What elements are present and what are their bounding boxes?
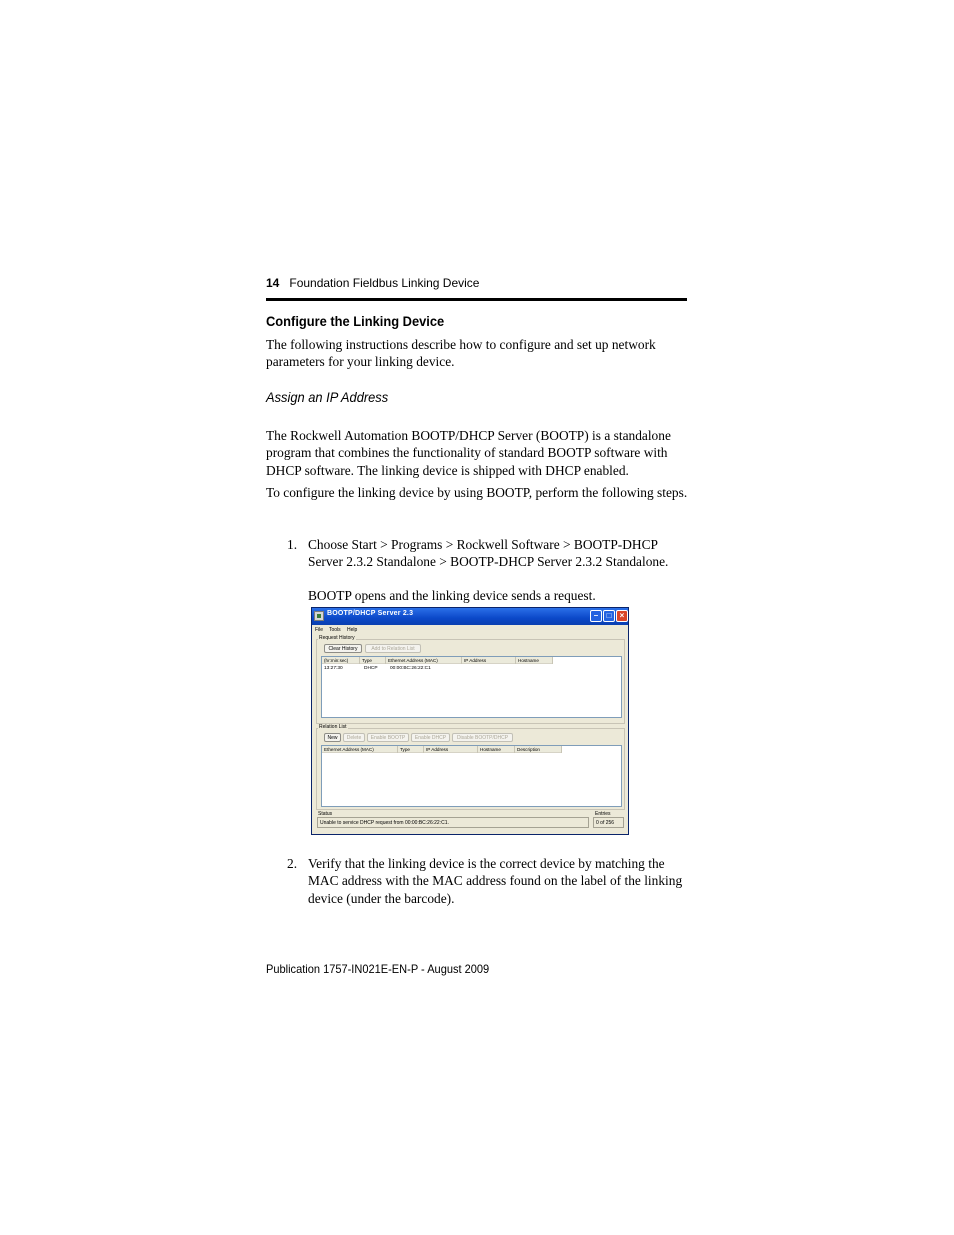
running-header (266, 276, 687, 294)
request-history-list[interactable] (321, 656, 622, 718)
entries-box (593, 817, 624, 828)
row-mac: 00:00:BC:26:22:C1 (390, 666, 431, 671)
step-1-note: BOOTP opens and the linking device sends a request. (308, 588, 596, 603)
request-history-label: Request History (319, 635, 355, 641)
step-number: 2. (287, 856, 298, 871)
entries-label: Entries (595, 811, 611, 817)
running-title: Foundation Fieldbus Linking Device (289, 276, 480, 290)
column-header[interactable]: Ethernet Address (MAC) (386, 657, 462, 664)
step-text: Verify that the linking device is the correct device by matching the MAC address with the MAC address found on the label of the linking device (under the barcode). (308, 856, 683, 906)
column-header[interactable]: Hostname (516, 657, 553, 664)
row-time: 13:27:30 (324, 666, 343, 671)
disable-bootp-dhcp-button[interactable]: Disable BOOTP/DHCP (452, 733, 513, 742)
minimize-icon[interactable]: – (590, 610, 602, 622)
status-text: Unable to service DHCP request from 00:00:BC:26:22:C1. (320, 820, 449, 826)
enable-bootp-button[interactable]: Enable BOOTP (367, 733, 409, 742)
relation-list[interactable] (321, 745, 622, 807)
bootp-window-screenshot (311, 607, 629, 835)
status-label: Status (318, 811, 333, 817)
column-header[interactable]: (hr:min:sec) (322, 657, 360, 664)
paragraph-configure-intro: To configure the linking device by using BOOTP, perform the following steps. (266, 485, 688, 500)
menu-file[interactable]: File (315, 627, 324, 633)
menu-tools[interactable]: Tools (329, 627, 341, 633)
clear-history-button[interactable]: Clear History (324, 644, 362, 653)
status-box (317, 817, 589, 828)
paragraph-bootp-description: The Rockwell Automation BOOTP/DHCP Server (BOOTP) is a standalone program that combines the functionality of standard BOOTP software with DHCP software. The linking device is shipped with DHCP enabled. (266, 428, 671, 478)
step-text: Choose Start > Programs > Rockwell Software > BOOTP-DHCP Server 2.3.2 Standalone > BOOTP-DHCP Server 2.3.2 Standalone. (308, 537, 669, 570)
column-header[interactable]: Type (360, 657, 386, 664)
request-history-header (322, 657, 553, 664)
column-header[interactable]: IP Address (462, 657, 516, 664)
section-intro: The following instructions describe how to configure and set up network parameters for your linking device. (266, 337, 656, 370)
add-to-relation-list-button[interactable]: Add to Relation List (365, 644, 421, 653)
delete-button[interactable]: Delete (343, 733, 365, 742)
entries-value: 0 of 256 (596, 820, 615, 826)
maximize-icon[interactable]: □ (603, 610, 615, 622)
menu-bar (312, 625, 628, 634)
header-rule (266, 298, 687, 301)
row-type: DHCP (364, 666, 378, 671)
subsection-title: Assign an IP Address (266, 389, 389, 405)
relation-list-label: Relation List (319, 724, 347, 730)
column-header[interactable]: Type (398, 746, 424, 753)
relation-list-header (322, 746, 562, 753)
column-header[interactable]: Ethernet Address (MAC) (322, 746, 398, 753)
column-header[interactable]: Description (515, 746, 562, 753)
column-header[interactable]: Hostname (478, 746, 515, 753)
new-button[interactable]: New (324, 733, 341, 742)
step-number: 1. (287, 537, 298, 552)
enable-dhcp-button[interactable]: Enable DHCP (411, 733, 450, 742)
publication-footer: Publication 1757-IN021E-EN-P - August 2009 (266, 962, 490, 976)
section-title: Configure the Linking Device (266, 313, 445, 329)
window-title: BOOTP/DHCP Server 2.3 (327, 610, 414, 617)
app-icon (314, 611, 324, 621)
page-number: 14 (266, 276, 280, 290)
window-titlebar (312, 608, 628, 625)
menu-help[interactable]: Help (347, 627, 358, 633)
close-icon[interactable]: × (616, 610, 628, 622)
column-header[interactable]: IP Address (424, 746, 478, 753)
